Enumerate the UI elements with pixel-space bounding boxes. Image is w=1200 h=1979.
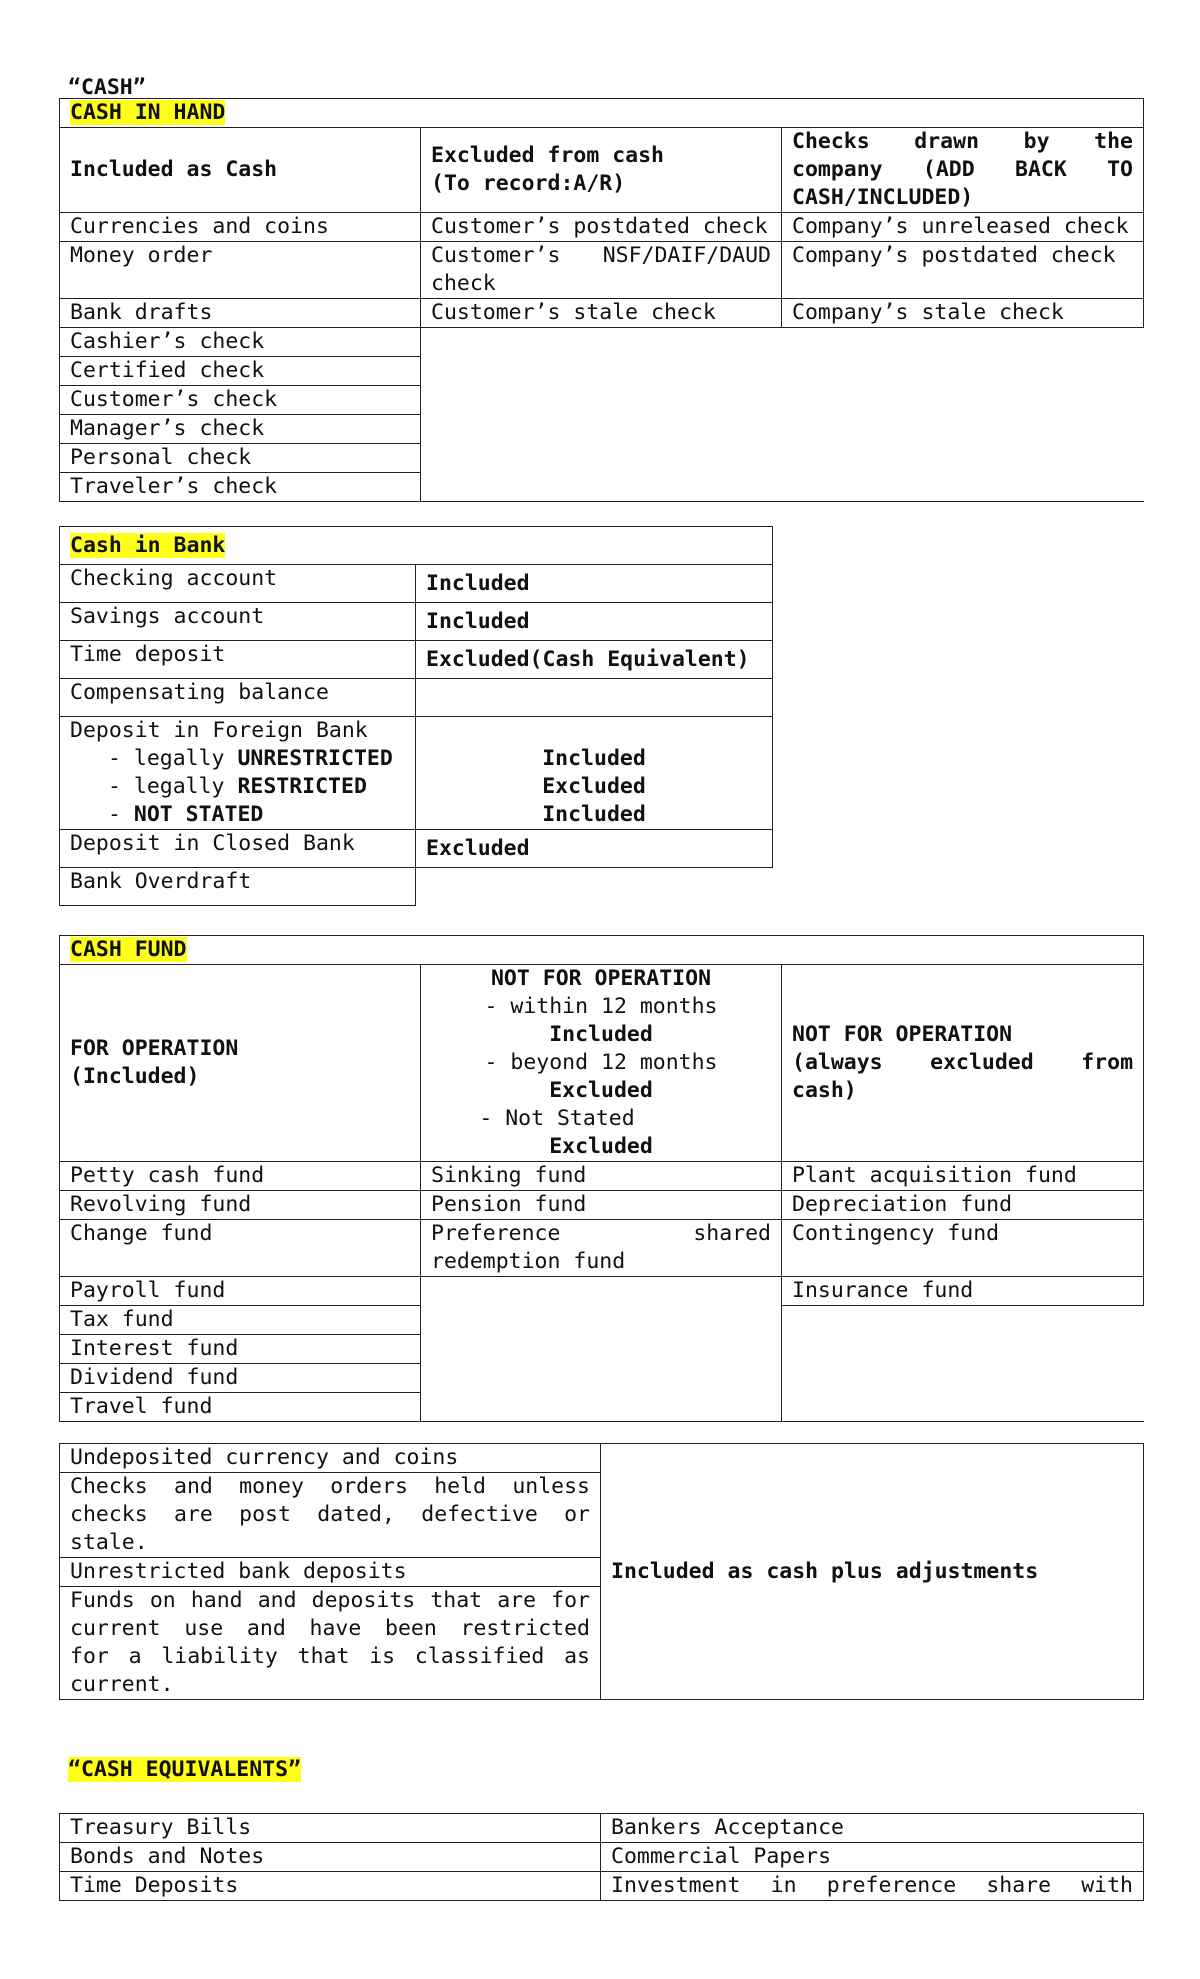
equivalent-item: Bonds and Notes [60, 1843, 601, 1872]
equivalent-item: Commercial Papers [601, 1843, 1144, 1872]
adjustment-item: Undeposited currency and coins [60, 1444, 601, 1473]
included-item: Certified check [60, 357, 421, 386]
fund-item: Payroll fund [60, 1277, 421, 1306]
fund-item: Petty cash fund [60, 1162, 421, 1191]
page-title: “CASH” [68, 75, 146, 100]
included-item: Cashier’s check [60, 328, 421, 357]
adjustment-item: Funds on hand and deposits that are for current use and have been restricted for a liability that is classified as current. [60, 1587, 601, 1700]
fund-item: Interest fund [60, 1335, 421, 1364]
adjustments-table [59, 1443, 1144, 1700]
bank-item-foreign: Deposit in Foreign Bank - legally UNRESTRICTED - legally RESTRICTED - NOT STATED [60, 717, 416, 830]
bank-status-foreign: Included Excluded Included [416, 717, 773, 830]
cash-equivalents-table [59, 1813, 1144, 1901]
cash-fund-label: CASH FUND [70, 937, 187, 962]
fund-item: Revolving fund [60, 1191, 421, 1220]
fund-item: Insurance fund [782, 1277, 1144, 1306]
fund-item: Plant acquisition fund [782, 1162, 1144, 1191]
fund-item: Pension fund [421, 1191, 782, 1220]
bank-item: Deposit in Closed Bank [60, 830, 416, 868]
equivalent-item: Time Deposits [60, 1872, 601, 1901]
adjustment-item: Checks and money orders held unless checks are post dated, defective or stale. [60, 1473, 601, 1558]
bank-item: Checking account [60, 565, 416, 603]
equivalent-item: Investment in preference share with [601, 1872, 1144, 1901]
fund-item: Travel fund [60, 1393, 421, 1422]
cash-in-bank-table [59, 526, 773, 906]
for-operation-header: FOR OPERATION (Included) [60, 965, 421, 1162]
cash-fund-table [59, 935, 1144, 1422]
included-item: Currencies and coins [60, 213, 421, 242]
equivalent-item: Bankers Acceptance [601, 1814, 1144, 1843]
cash-in-hand-label: CASH IN HAND [70, 100, 226, 125]
included-header: Included as Cash [60, 128, 421, 213]
fund-item: Change fund [60, 1220, 421, 1277]
included-item: Personal check [60, 444, 421, 473]
company-check-item: Company’s unreleased check [782, 213, 1144, 242]
cash-in-bank-header-cell [60, 527, 773, 565]
excluded-header: Excluded from cash (To record:A/R) [421, 128, 782, 213]
bank-item: Compensating balance [60, 679, 416, 717]
cash-in-hand-header-cell [60, 99, 1144, 128]
fund-item: Preference shared redemption fund [421, 1220, 782, 1277]
bank-item: Bank Overdraft [60, 868, 416, 906]
included-item: Traveler’s check [60, 473, 421, 502]
company-check-item: Company’s postdated check [782, 242, 1144, 299]
adjustment-item: Unrestricted bank deposits [60, 1558, 601, 1587]
included-item: Bank drafts [60, 299, 421, 328]
cash-fund-header-cell [60, 936, 1144, 965]
excluded-item: Customer’s stale check [421, 299, 782, 328]
bank-item: Savings account [60, 603, 416, 641]
fund-item: Depreciation fund [782, 1191, 1144, 1220]
included-item: Manager’s check [60, 415, 421, 444]
bank-status: Excluded(Cash Equivalent) [416, 641, 773, 679]
bank-status: Included [416, 603, 773, 641]
company-check-item: Company’s stale check [782, 299, 1144, 328]
bank-status: Included [416, 565, 773, 603]
not-for-operation-header: NOT FOR OPERATION - within 12 months Included - beyond 12 months Excluded - Not Stated Excluded [421, 965, 782, 1162]
company-checks-header: Checks drawn by the company (ADD BACK TO CASH/INCLUDED) [782, 128, 1144, 213]
bank-item: Time deposit [60, 641, 416, 679]
included-item: Money order [60, 242, 421, 299]
cash-in-hand-table [59, 98, 1144, 502]
fund-item: Contingency fund [782, 1220, 1144, 1277]
excluded-item: Customer’s NSF/DAIF/DAUD check [421, 242, 782, 299]
fund-item: Sinking fund [421, 1162, 782, 1191]
equivalent-item: Treasury Bills [60, 1814, 601, 1843]
cash-equivalents-title: “CASH EQUIVALENTS” [68, 1757, 301, 1782]
bank-status [416, 679, 773, 717]
fund-item: Dividend fund [60, 1364, 421, 1393]
bank-status: Excluded [416, 830, 773, 868]
adjustments-result: Included as cash plus adjustments [601, 1444, 1144, 1700]
empty-area [421, 328, 1144, 502]
cash-in-bank-label: Cash in Bank [70, 532, 226, 558]
included-item: Customer’s check [60, 386, 421, 415]
fund-item: Tax fund [60, 1306, 421, 1335]
always-excluded-header: NOT FOR OPERATION (always excluded from cash) [782, 965, 1144, 1162]
excluded-item: Customer’s postdated check [421, 213, 782, 242]
